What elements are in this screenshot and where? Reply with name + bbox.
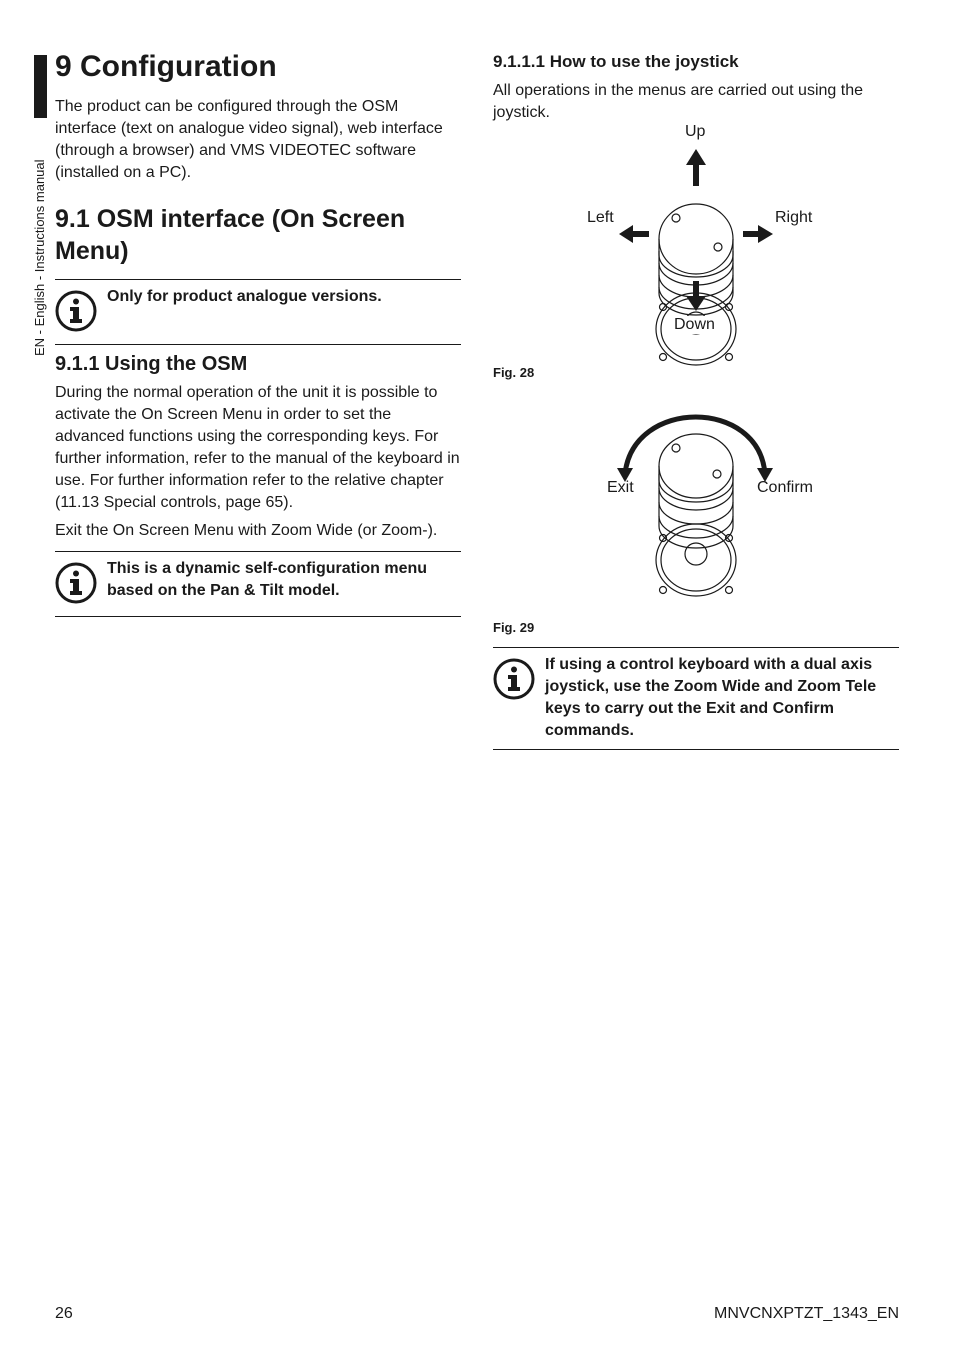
osm-paragraph: During the normal operation of the unit it is possible to activate the On Screen Menu in order to set the advanced functions using the corresponding keys. For further information, refer to the manual of the keyboard in use. For further information refer to the relative chapter (11.13 Special controls, page 65).: [55, 384, 460, 511]
section-title: 9.1 OSM interface (On Screen Menu): [55, 205, 406, 265]
chapter-intro: The product can be configured through the OSM interface (text on analogue video signal), web interface (through a browser) and VMS VIDEOTEC software (installed on a PC).: [55, 98, 443, 181]
chapter-title: 9 Configuration: [55, 50, 277, 83]
joystick-directions-drawing: [493, 133, 899, 373]
info-icon: [55, 286, 99, 337]
info-icon: [493, 654, 537, 705]
exit-label: Exit: [607, 479, 634, 496]
info-note-dynamic-menu: [55, 551, 461, 617]
figure-28: [493, 123, 899, 373]
figure-29: [493, 404, 899, 604]
joystick-exit-confirm-drawing: [493, 404, 899, 604]
document-code: MNVCNXPTZT_1343_EN: [714, 1305, 899, 1322]
left-column: [55, 44, 461, 617]
direction-down-label: Down: [674, 316, 715, 333]
info-note-dual-axis: [493, 647, 899, 750]
direction-left-label: Left: [587, 209, 614, 226]
joystick-title: 9.1.1.1 How to use the joystick: [493, 52, 739, 71]
sidebar-label: EN - English - Instructions manual: [32, 159, 47, 356]
direction-right-label: Right: [775, 209, 813, 226]
info-icon: [55, 558, 99, 609]
figure-29-caption: Fig. 29: [493, 620, 535, 635]
note-text: If using a control keyboard with a dual axis joystick, use the Zoom Wide and Zoom Tele keys to carry out the Exit and Confirm commands.: [545, 656, 877, 739]
figure-28-caption: Fig. 28: [493, 365, 535, 380]
confirm-label: Confirm: [757, 479, 814, 496]
note-text: This is a dynamic self-configuration menu based on the Pan & Tilt model.: [107, 560, 428, 599]
right-column: [493, 48, 899, 750]
osm-exit-paragraph: Exit the On Screen Menu with Zoom Wide (or Zoom-).: [55, 522, 438, 539]
info-note-analogue: [55, 279, 461, 345]
direction-up-label: Up: [685, 123, 706, 140]
page-number: 26: [55, 1305, 73, 1322]
note-text: Only for product analogue versions.: [107, 288, 382, 305]
subsection-title: 9.1.1 Using the OSM: [55, 353, 248, 375]
chapter-marker-bar: [34, 55, 47, 118]
joystick-intro: All operations in the menus are carried out using the joystick.: [493, 82, 863, 121]
